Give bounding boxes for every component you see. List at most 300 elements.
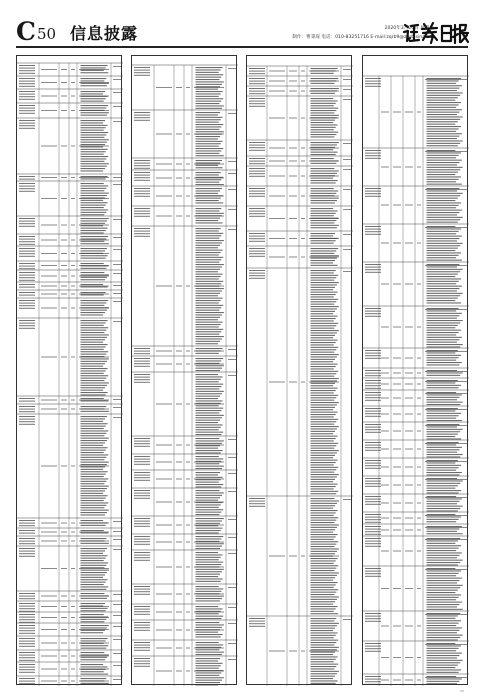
text-line (365, 483, 381, 484)
text-line (61, 265, 67, 266)
text-line (196, 677, 224, 678)
text-line (427, 382, 456, 383)
text-line (311, 409, 334, 410)
text-line (311, 620, 335, 621)
text-line (427, 413, 462, 414)
text-line (381, 588, 389, 589)
text-line (81, 115, 107, 116)
text-line (427, 488, 456, 489)
text-line (393, 384, 401, 385)
text-line (176, 134, 182, 135)
text-line (196, 642, 219, 643)
text-line (311, 108, 339, 109)
text-line (311, 325, 337, 326)
text-line (311, 182, 336, 183)
text-line (427, 222, 458, 223)
text-line (41, 225, 57, 226)
text-line (427, 508, 461, 509)
text-line (427, 344, 463, 345)
text-line (301, 71, 305, 72)
text-line (427, 410, 456, 411)
text-line (19, 619, 35, 620)
text-line (196, 492, 224, 493)
text-line (81, 408, 105, 409)
text-line (311, 248, 339, 249)
text-line (269, 556, 285, 557)
text-line (311, 467, 339, 468)
text-line (365, 150, 381, 151)
text-line (134, 518, 150, 519)
text-line (311, 215, 334, 216)
text-line (81, 550, 106, 551)
text-line (249, 213, 265, 214)
text-line (427, 490, 462, 491)
text-line (196, 235, 222, 236)
text-line (311, 235, 334, 236)
text-line (186, 286, 190, 287)
text-line (365, 526, 381, 527)
text-line (81, 327, 109, 328)
text-line (311, 625, 337, 626)
text-line (311, 491, 339, 492)
text-line (196, 636, 221, 637)
text-line (365, 408, 381, 409)
text-line (196, 463, 220, 464)
text-line (19, 421, 35, 422)
text-line (393, 398, 401, 399)
text-line (176, 594, 182, 595)
text-line (113, 301, 121, 302)
text-line (311, 332, 337, 333)
text-line (61, 669, 67, 670)
text-line (196, 368, 222, 369)
text-line (196, 79, 220, 80)
text-line (134, 459, 150, 460)
text-line (311, 195, 335, 196)
text-line (343, 234, 351, 235)
text-line (71, 294, 75, 295)
text-line (228, 173, 236, 174)
text-line (311, 73, 334, 74)
text-line (196, 396, 221, 397)
text-line (81, 236, 109, 237)
text-line (81, 258, 106, 259)
text-line (427, 485, 458, 486)
text-line (196, 384, 224, 385)
text-line (427, 483, 461, 484)
text-line (196, 150, 222, 151)
text-line (365, 427, 381, 428)
text-line (19, 652, 35, 653)
text-line (365, 269, 381, 270)
text-line (196, 634, 223, 635)
section-title: 信息披露 (70, 24, 139, 43)
text-line (196, 632, 219, 633)
text-line (186, 134, 190, 135)
text-line (134, 438, 150, 439)
text-line (311, 255, 339, 256)
text-line (71, 110, 75, 111)
text-line (425, 515, 467, 516)
text-line (311, 644, 335, 645)
text-line (249, 188, 265, 189)
text-line (249, 142, 265, 143)
text-line (311, 556, 334, 557)
text-line (311, 115, 339, 116)
text-line (19, 108, 35, 109)
text-line (134, 477, 150, 478)
text-line (427, 228, 462, 229)
text-line (311, 582, 338, 583)
text-line (81, 476, 104, 477)
text-line (311, 258, 337, 259)
text-line (427, 609, 463, 610)
text-line (311, 404, 337, 405)
text-line (417, 167, 421, 168)
text-line (249, 191, 265, 192)
text-line (61, 96, 67, 97)
text-line (417, 112, 421, 113)
text-line (249, 88, 265, 89)
text-line (427, 648, 459, 649)
text-line (41, 146, 57, 147)
text-line (196, 381, 219, 382)
text-line (134, 594, 150, 595)
text-line (427, 290, 457, 291)
text-line (19, 226, 35, 227)
text-line (81, 314, 104, 315)
text-line (196, 341, 221, 342)
text-line (71, 541, 75, 542)
text-line (405, 518, 413, 519)
text-line (365, 83, 381, 84)
text-line (289, 118, 297, 119)
text-line (249, 621, 265, 622)
text-line (19, 96, 35, 97)
text-line (134, 666, 150, 667)
text-line (19, 523, 35, 524)
text-line (365, 478, 381, 479)
text-line (81, 493, 104, 494)
text-line (228, 457, 236, 458)
text-line (425, 189, 467, 190)
text-line (269, 118, 285, 119)
text-line (19, 308, 35, 309)
text-line (427, 431, 461, 432)
text-line (289, 196, 297, 197)
text-line (249, 91, 265, 92)
text-line (71, 308, 75, 309)
text-line (311, 344, 334, 345)
text-line (405, 358, 413, 359)
text-line (81, 652, 105, 653)
text-line (81, 469, 104, 470)
text-line (81, 200, 104, 201)
text-line (311, 100, 338, 101)
text-line (365, 191, 381, 192)
text-line (425, 309, 467, 310)
text-line (81, 462, 109, 463)
text-line (19, 91, 35, 92)
text-line (311, 448, 335, 449)
text-line (405, 327, 413, 328)
text-line (425, 151, 467, 152)
text-line (19, 123, 35, 124)
text-line (19, 99, 35, 100)
text-line (196, 420, 221, 421)
text-line (113, 604, 121, 605)
text-line (81, 471, 108, 472)
text-line (309, 382, 339, 383)
text-line (365, 643, 381, 644)
text-line (311, 342, 336, 343)
text-line (427, 145, 458, 146)
text-line (81, 514, 106, 515)
text-line (41, 617, 57, 618)
text-line (134, 611, 150, 612)
text-line (19, 593, 35, 594)
text-line (196, 334, 220, 335)
text-line (196, 374, 219, 375)
text-line (427, 198, 458, 199)
text-line (19, 300, 35, 301)
text-line (81, 178, 106, 179)
text-line (249, 106, 265, 107)
text-line (393, 243, 401, 244)
text-line (81, 548, 107, 549)
text-line (427, 645, 462, 646)
text-line (427, 533, 463, 534)
text-line (427, 83, 457, 84)
text-line (427, 200, 456, 201)
text-line (196, 283, 222, 284)
text-line (81, 416, 107, 417)
text-line (156, 594, 172, 595)
text-line (311, 642, 337, 643)
text-line (134, 586, 150, 587)
text-line (365, 541, 381, 542)
text-line (405, 243, 413, 244)
text-line (196, 348, 223, 349)
text-line (196, 200, 219, 201)
text-line (79, 276, 109, 277)
text-line (427, 88, 460, 89)
text-line (311, 608, 336, 609)
text-line (71, 240, 75, 241)
text-line (134, 480, 150, 481)
text-line (427, 560, 463, 561)
text-line (81, 292, 106, 293)
text-line (427, 552, 462, 553)
text-line (81, 555, 108, 556)
text-line (427, 193, 463, 194)
text-line (196, 174, 219, 175)
text-line (427, 298, 458, 299)
text-line (81, 356, 105, 357)
text-line (113, 66, 121, 67)
text-line (196, 286, 220, 287)
text-line (311, 238, 338, 239)
text-line (427, 575, 457, 576)
text-line (311, 88, 339, 89)
text-line (196, 314, 222, 315)
text-line (311, 481, 334, 482)
text-line (311, 570, 335, 571)
text-line (427, 243, 463, 244)
text-line (311, 112, 335, 113)
text-line (71, 596, 75, 597)
text-line (249, 275, 265, 276)
text-line (311, 218, 339, 219)
text-line (311, 349, 337, 350)
text-line (134, 351, 150, 352)
text-line (427, 300, 456, 301)
text-line (311, 378, 339, 379)
text-line (176, 87, 182, 88)
text-line (405, 384, 413, 385)
text-line (113, 92, 121, 93)
text-line (427, 152, 462, 153)
text-line (61, 629, 67, 630)
text-line (81, 572, 107, 573)
text-line (427, 219, 461, 220)
text-line (196, 202, 224, 203)
text-line (41, 240, 57, 241)
text-line (196, 233, 224, 234)
text-line (196, 593, 220, 594)
text-line (19, 188, 35, 189)
text-line (425, 644, 467, 645)
text-line (196, 250, 223, 251)
text-line (61, 110, 67, 111)
text-line (196, 525, 219, 526)
text-line (365, 272, 381, 273)
text-line (311, 173, 337, 174)
text-line (81, 474, 106, 475)
text-line (405, 398, 413, 399)
text-line (427, 397, 460, 398)
text-line (134, 231, 150, 232)
text-line (61, 656, 67, 657)
text-line (196, 484, 224, 485)
text-line (365, 676, 381, 677)
text-line (311, 250, 337, 251)
text-line (19, 556, 35, 557)
text-line (365, 78, 381, 79)
text-line (311, 498, 335, 499)
text-line (311, 129, 334, 130)
text-line (196, 400, 223, 401)
text-line (311, 308, 337, 309)
text-line (311, 222, 335, 223)
text-line (81, 674, 109, 675)
text-line (81, 400, 109, 401)
text-line (427, 315, 460, 316)
text-line (196, 198, 221, 199)
text-line (249, 145, 265, 146)
text-line (311, 178, 334, 179)
text-line (134, 461, 150, 462)
text-line (196, 562, 224, 563)
text-line (427, 681, 460, 682)
text-line (365, 531, 381, 532)
text-line (427, 635, 463, 636)
text-line (19, 543, 35, 544)
text-line (156, 196, 172, 197)
text-line (427, 128, 459, 129)
text-line (311, 563, 334, 564)
text-line (311, 416, 334, 417)
text-line (81, 380, 105, 381)
text-line (228, 519, 236, 520)
text-line (427, 107, 457, 108)
text-line (427, 212, 460, 213)
text-line (81, 130, 104, 131)
text-line (19, 221, 35, 222)
text-line (427, 375, 461, 376)
text-line (311, 284, 337, 285)
text-line (196, 324, 221, 325)
text-line (393, 551, 401, 552)
text-line (427, 233, 457, 234)
table-grid-4 (363, 56, 469, 686)
text-line (365, 264, 381, 265)
text-line (427, 643, 456, 644)
text-line (289, 218, 297, 219)
text-line (113, 679, 121, 680)
text-line (134, 216, 150, 217)
text-line (427, 308, 459, 309)
text-line (249, 98, 265, 99)
text-line (176, 567, 182, 568)
text-line (81, 387, 106, 388)
text-line (134, 379, 150, 380)
text-line (81, 447, 108, 448)
text-line (156, 502, 172, 503)
text-line (41, 681, 57, 682)
text-line (41, 629, 57, 630)
text-line (365, 400, 381, 401)
text-line (134, 552, 150, 553)
text-line (427, 498, 462, 499)
text-line (311, 272, 334, 273)
text-line (427, 195, 461, 196)
text-line (427, 597, 459, 598)
text-line (81, 305, 105, 306)
text-line (365, 445, 381, 446)
text-line (81, 438, 109, 439)
text-line (196, 302, 219, 303)
text-line (196, 675, 220, 676)
text-line (81, 125, 108, 126)
text-line (311, 414, 336, 415)
text-line (427, 176, 462, 177)
table-column-4 (362, 55, 468, 685)
text-line (81, 645, 109, 646)
text-line (365, 432, 381, 433)
text-line (196, 136, 221, 137)
text-line (427, 322, 461, 323)
text-line (301, 161, 305, 162)
text-line (249, 238, 265, 239)
text-line (311, 120, 336, 121)
text-line (41, 265, 57, 266)
text-line (311, 450, 339, 451)
text-line (19, 398, 35, 399)
text-line (417, 327, 421, 328)
text-line (249, 623, 265, 624)
text-line (186, 364, 190, 365)
